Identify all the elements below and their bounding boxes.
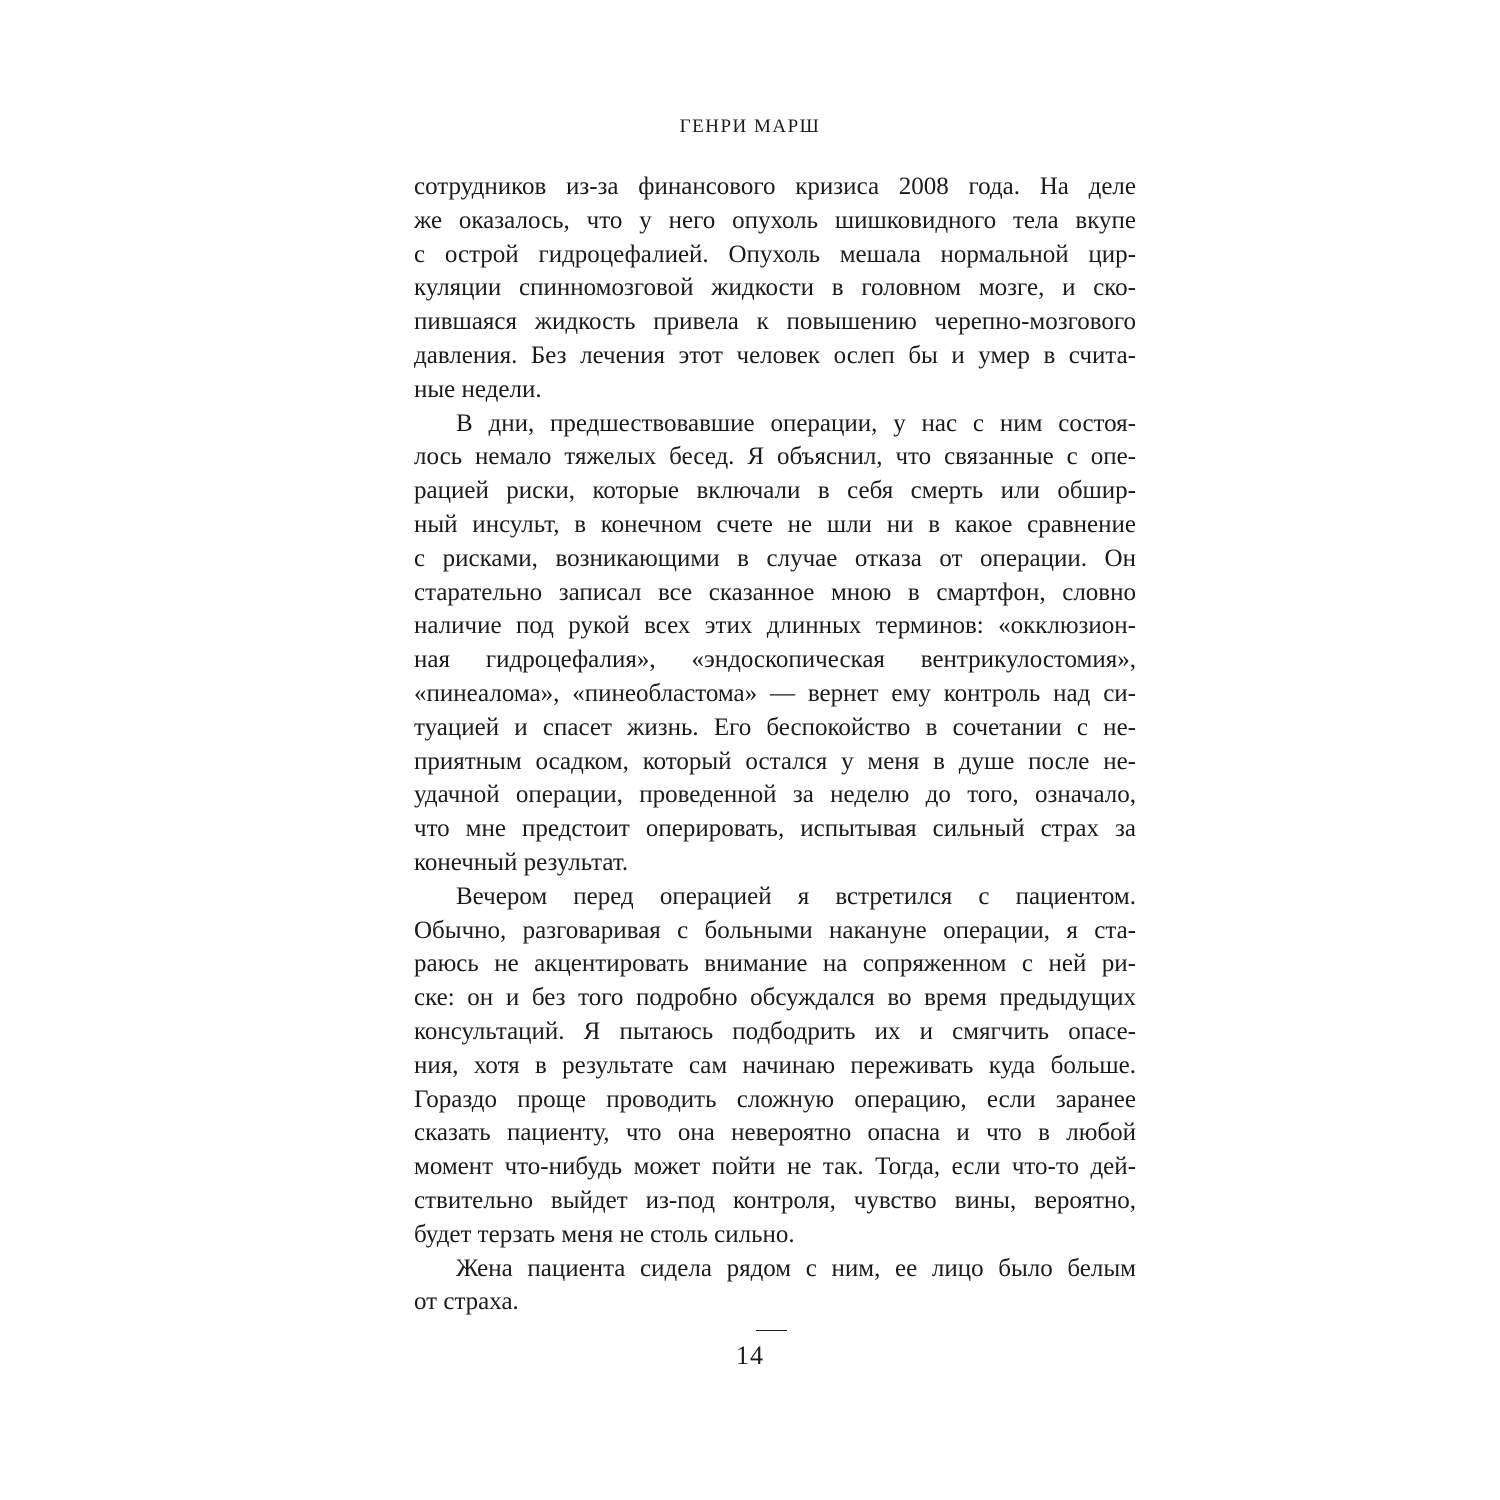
text-line: от страха. <box>414 1288 519 1316</box>
text-line: Обычно, разговаривая с больными накануне операции, я ста- <box>414 916 1136 944</box>
text-line: старательно записал все сказанное мною в смартфон, словно <box>414 578 1136 606</box>
text-line: удачной операции, проведенной за неделю до того, означало, <box>414 781 1136 809</box>
text-line: конечный результат. <box>414 848 629 876</box>
text-line: Жена пациента сидела рядом с ним, ее лицо было белым <box>456 1254 1136 1282</box>
text-line: же оказалось, что у него опухоль шишковидного тела вкупе <box>414 206 1136 234</box>
text-line: ная гидроцефалия», «эндоскопическая вентрикулостомия», <box>414 646 1136 674</box>
text-line: ные недели. <box>414 375 542 403</box>
text-line: будет терзать меня не столь сильно. <box>414 1220 795 1248</box>
text-line: ния, хотя в результате сам начинаю переживать куда больше. <box>414 1051 1136 1079</box>
page-number: 14 <box>736 1341 764 1370</box>
text-line: что мне предстоит оперировать, испытывая сильный страх за <box>414 815 1136 843</box>
text-line: приятным осадком, который остался у меня в душе после не- <box>414 747 1136 775</box>
text-line: туацией и спасет жизнь. Его беспокойство в сочетании с не- <box>414 713 1136 741</box>
page-number-rule <box>756 1330 787 1331</box>
text-line: сказать пациенту, что она невероятно опасна и что в любой <box>414 1119 1136 1147</box>
text-line: Гораздо проще проводить сложную операцию, если заранее <box>414 1085 1136 1113</box>
text-line: пившаяся жидкость привела к повышению черепно-мозгового <box>414 308 1136 336</box>
text-line: ный инсульт, в конечном счете не шли ни в какое сравнение <box>414 510 1136 538</box>
text-line: лось немало тяжелых бесед. Я объяснил, что связанные с опе- <box>414 443 1136 471</box>
text-line: рацией риски, которые включали в себя смерть или обшир- <box>414 477 1136 505</box>
body-text <box>414 170 1136 1319</box>
text-line: В дни, предшествовавшие операции, у нас с ним состоя- <box>456 409 1136 437</box>
text-line: момент что-нибудь может пойти не так. Тогда, если что-то дей- <box>414 1153 1136 1181</box>
running-head: ГЕНРИ МАРШ <box>679 116 821 137</box>
text-line: ске: он и без того подробно обсуждался во время предыдущих <box>414 984 1136 1012</box>
text-line: давления. Без лечения этот человек ослеп бы и умер в счита- <box>414 341 1136 369</box>
text-line: куляции спинномозговой жидкости в головном мозге, и ско- <box>414 274 1136 302</box>
text-line: консультаций. Я пытаюсь подбодрить их и смягчить опасе- <box>414 1017 1136 1045</box>
text-line: наличие под рукой всех этих длинных терминов: «окклюзион- <box>414 612 1136 640</box>
text-line: раюсь не акцентировать внимание на сопряженном с ней ри- <box>414 950 1136 978</box>
text-line: ствительно выйдет из-под контроля, чувство вины, вероятно, <box>414 1186 1136 1214</box>
text-line: «пинеалома», «пинеобластома» — вернет ему контроль над си- <box>414 679 1136 707</box>
text-line: Вечером перед операцией я встретился с пациентом. <box>456 882 1136 910</box>
text-line: с острой гидроцефалией. Опухоль мешала нормальной цир- <box>414 240 1136 268</box>
text-line: с рисками, возникающими в случае отказа от операции. Он <box>414 544 1136 572</box>
text-line: сотрудников из-за финансового кризиса 2008 года. На деле <box>414 173 1136 200</box>
